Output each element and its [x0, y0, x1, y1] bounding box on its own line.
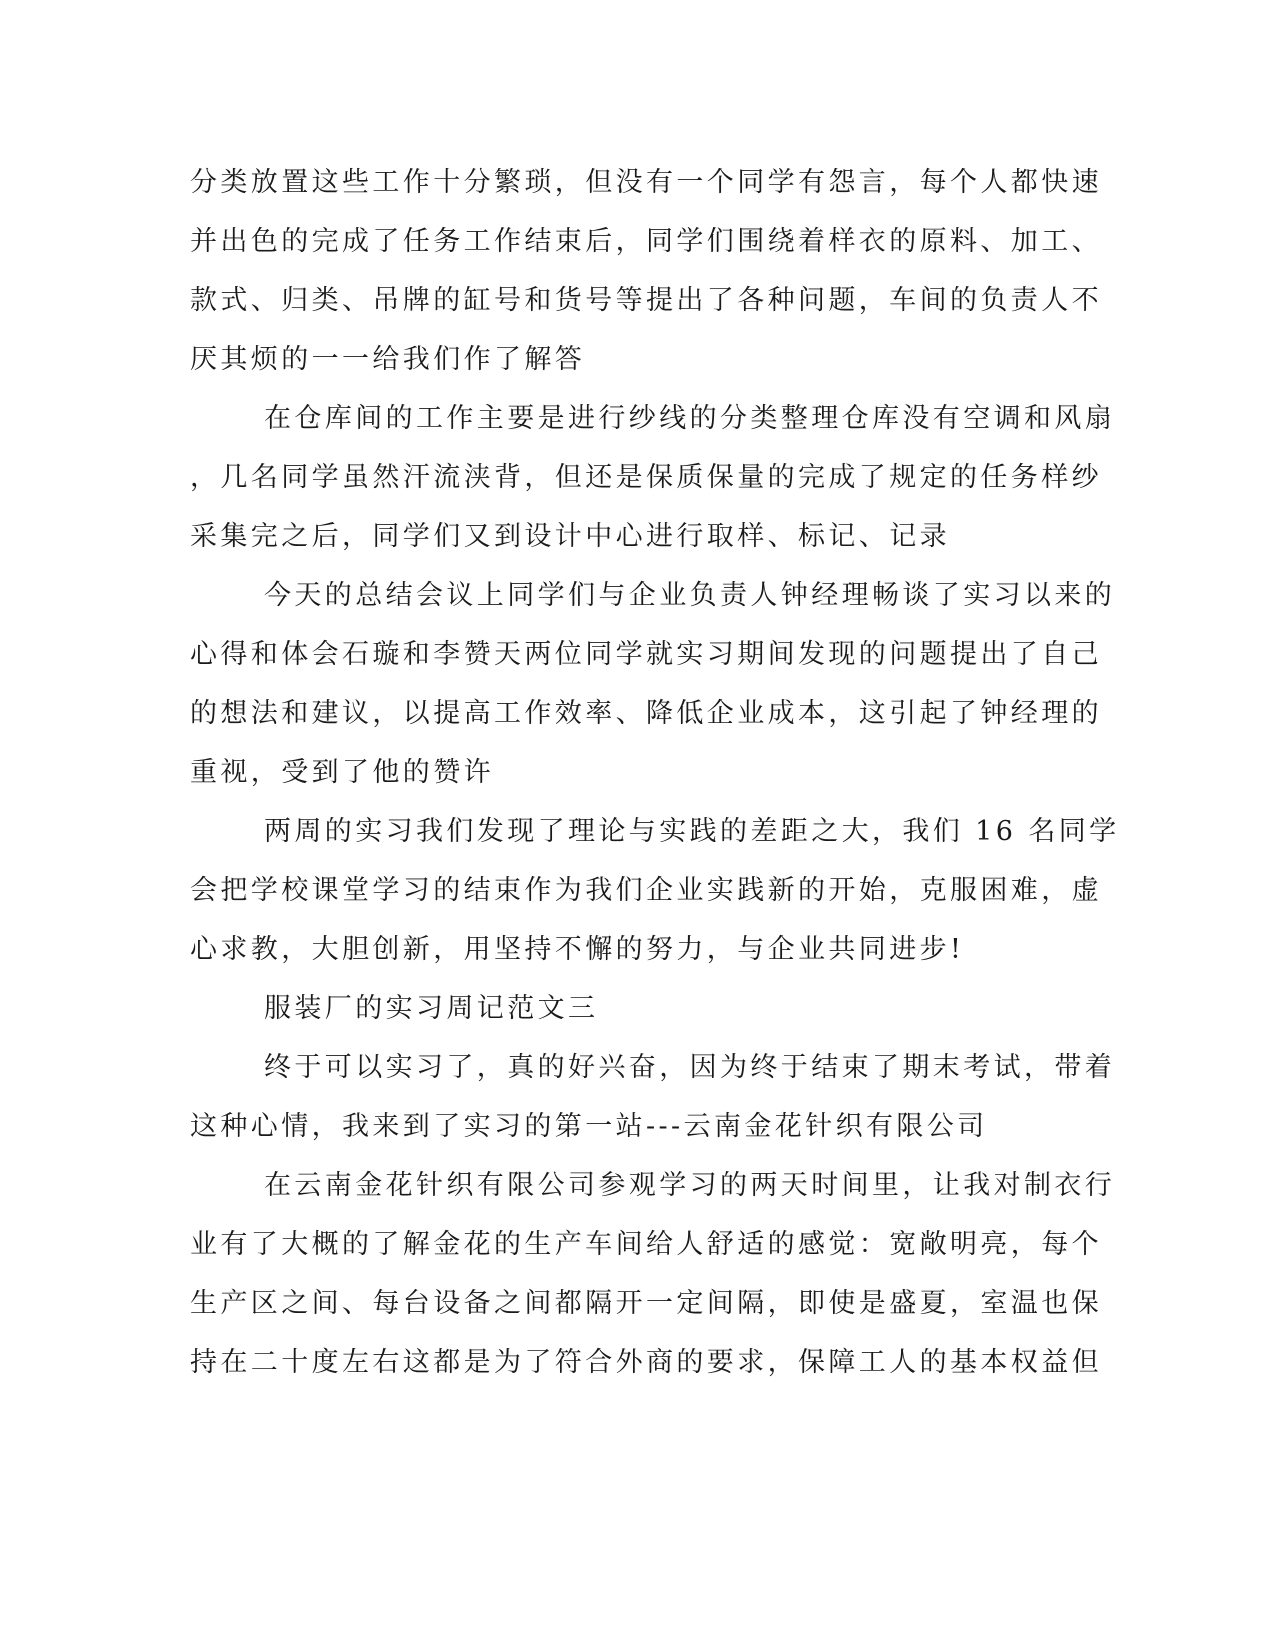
- text-line: 这种心情，我来到了实习的第一站---云南金花针织有限公司: [190, 1111, 988, 1142]
- text-line: 重视，受到了他的赞许: [190, 757, 494, 788]
- text-line: 采集完之后，同学们又到设计中心进行取样、标记、记录: [190, 521, 950, 552]
- text-line: 分类放置这些工作十分繁琐，但没有一个同学有怨言，每个人都快速: [190, 167, 1102, 198]
- text-line: 业有了大概的了解金花的生产车间给人舒适的感觉：宽敞明亮，每个: [190, 1229, 1102, 1260]
- paragraph-first-line: 今天的总结会议上同学们与企业负责人钟经理畅谈了实习以来的: [264, 580, 1116, 611]
- text-line: 持在二十度左右这都是为了符合外商的要求，保障工人的基本权益但: [190, 1347, 1102, 1378]
- text-line: 会把学校课堂学习的结束作为我们企业实践新的开始，克服困难，虚: [190, 875, 1102, 906]
- text-line: 生产区之间、每台设备之间都隔开一定间隔，即使是盛夏，室温也保: [190, 1288, 1102, 1319]
- text-line: 厌其烦的一一给我们作了解答: [190, 344, 586, 375]
- text-line: 心求教，大胆创新，用坚持不懈的努力，与企业共同进步!: [190, 934, 965, 965]
- paragraph-first-line: 终于可以实习了，真的好兴奋，因为终于结束了期末考试，带着: [264, 1052, 1116, 1083]
- text-line: ，几名同学虽然汗流浃背，但还是保质保量的完成了规定的任务样纱: [190, 462, 1102, 493]
- section-heading: 服装厂的实习周记范文三: [264, 993, 599, 1024]
- text-line: 心得和体会石璇和李赞天两位同学就实习期间发现的问题提出了自己: [190, 639, 1102, 670]
- text-line: 的想法和建议，以提高工作效率、降低企业成本，这引起了钟经理的: [190, 698, 1102, 729]
- paragraph-first-line: 在仓库间的工作主要是进行纱线的分类整理仓库没有空调和风扇: [264, 403, 1116, 434]
- paragraph-first-line: 在云南金花针织有限公司参观学习的两天时间里，让我对制衣行: [264, 1170, 1116, 1201]
- text-line: 款式、归类、吊牌的缸号和货号等提出了各种问题，车间的负责人不: [190, 285, 1102, 316]
- paragraph-first-line: 两周的实习我们发现了理论与实践的差距之大，我们 16 名同学: [264, 816, 1120, 847]
- text-line: 并出色的完成了任务工作结束后，同学们围绕着样衣的原料、加工、: [190, 226, 1102, 257]
